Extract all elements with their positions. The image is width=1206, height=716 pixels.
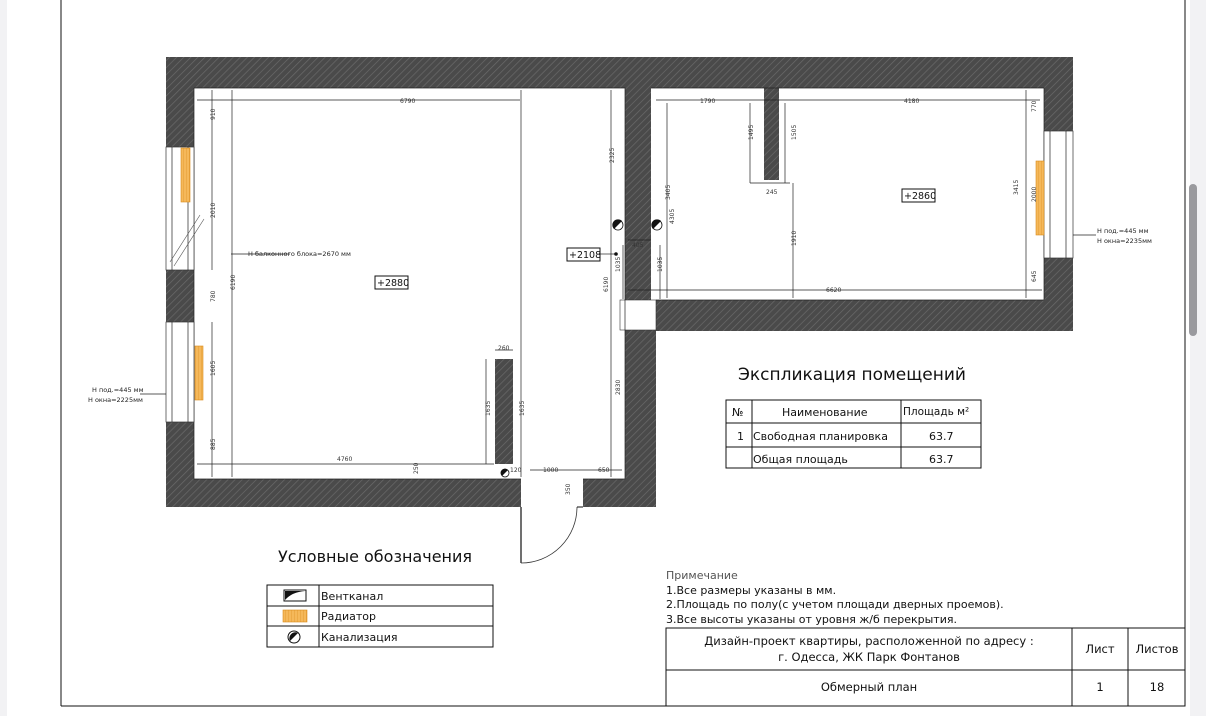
dim-260: 260 <box>498 345 510 352</box>
level-door: +2108 <box>569 250 602 261</box>
row-1-name: Свободная планировка <box>753 430 888 443</box>
dim-1035b: 1035 <box>657 256 664 272</box>
balcony-height-note: H балконного блока=2670 мм <box>248 250 351 258</box>
wall-corridor <box>625 300 656 507</box>
col-num-header: № <box>732 406 744 419</box>
dim-645: 645 <box>1031 270 1038 282</box>
row-total-area: 63.7 <box>929 453 954 466</box>
col-name-header: Наименование <box>782 406 868 419</box>
vent-icon <box>284 590 306 601</box>
dim-6620: 6620 <box>826 287 842 294</box>
note-line-2: 2.Площадь по полу(с учетом площади дверных проемов). <box>666 598 1004 611</box>
dim-1495: 1495 <box>748 124 755 140</box>
dim-2325: 2325 <box>609 147 616 163</box>
dim-3405: 3405 <box>665 184 672 200</box>
dim-780: 780 <box>210 290 217 302</box>
dim-6190b: 6190 <box>603 276 610 292</box>
note-line-1: 1.Все размеры указаны в мм. <box>666 584 837 597</box>
dim-650: 650 <box>598 467 610 474</box>
dim-1790: 1790 <box>700 98 716 105</box>
wall-partition <box>625 88 651 300</box>
dim-885: 885 <box>210 438 217 450</box>
explication-title: Экспликация помещений <box>738 365 966 385</box>
right-window-hpod: H под.=445 мм <box>1097 227 1149 235</box>
dim-4760: 4760 <box>337 456 353 463</box>
project-line-2: г. Одесса, ЖК Парк Фонтанов <box>778 650 960 664</box>
wall-right-bottom <box>625 300 1073 331</box>
dim-770: 770 <box>1031 100 1038 112</box>
dim-1605: 1605 <box>210 360 217 376</box>
notes-title: Примечание <box>666 569 738 582</box>
legend-sewer-label: Канализация <box>321 631 398 644</box>
dim-245: 245 <box>766 189 778 196</box>
project-line-1: Дизайн-проект квартиры, расположенной по адресу : <box>704 634 1034 648</box>
wall-bottom-left <box>166 479 521 507</box>
wall-internal <box>495 359 513 464</box>
legend-vent-label: Вентканал <box>321 590 384 603</box>
radiator-icon <box>283 610 307 622</box>
dim-120: 120 <box>510 467 522 474</box>
left-window-hokna: H окна=2225мм <box>88 396 143 404</box>
radiator-icon <box>181 148 190 202</box>
sheet-label: Лист <box>1085 642 1115 656</box>
level-right: +2860 <box>904 191 937 202</box>
dim-4180: 4180 <box>904 98 920 105</box>
drawing-name: Обмерный план <box>820 680 918 694</box>
dim-6790: 6790 <box>400 98 416 105</box>
dim-1505: 1505 <box>791 124 798 140</box>
wall-right-upper <box>1044 57 1073 131</box>
sewer-icon <box>501 469 509 477</box>
dim-250: 250 <box>413 462 420 474</box>
window-left <box>166 322 194 422</box>
dim-350: 350 <box>565 483 572 495</box>
row-1-area: 63.7 <box>929 430 954 443</box>
row-1-num: 1 <box>737 430 744 443</box>
window-right <box>1044 131 1073 258</box>
level-main: +2880 <box>377 278 410 289</box>
wall-top <box>166 57 1073 88</box>
sheets-label: Листов <box>1135 642 1179 656</box>
dim-4305: 4305 <box>669 208 676 224</box>
wall-left-upper <box>166 57 194 147</box>
wall-pier <box>764 88 779 180</box>
dim-1910: 1910 <box>791 230 798 246</box>
dim-2000: 2000 <box>1031 186 1038 202</box>
explication-table <box>726 365 981 468</box>
left-window-hpod: H под.=445 мм <box>92 386 144 394</box>
dim-1635b: 1635 <box>519 400 526 416</box>
sheets-total: 18 <box>1149 680 1165 694</box>
sheet-number: 1 <box>1096 680 1104 694</box>
legend-radiator-label: Радиатор <box>321 610 376 623</box>
dim-1635a: 1635 <box>485 400 492 416</box>
dim-910: 910 <box>210 108 217 120</box>
dim-1000: 1000 <box>543 467 559 474</box>
row-total-name: Общая площадь <box>753 453 848 466</box>
legend-title: Условные обозначения <box>278 547 473 566</box>
col-area-header: Площадь м² <box>903 406 970 418</box>
radiator-icon <box>195 346 203 400</box>
note-line-3: 3.Все высоты указаны от уровня ж/б перекрытия. <box>666 613 957 626</box>
vertical-scrollbar[interactable] <box>1189 184 1197 336</box>
wall-left-mid <box>166 270 194 322</box>
dim-2830: 2830 <box>615 379 622 395</box>
dim-6190: 6190 <box>230 274 237 290</box>
dim-405: 405 <box>632 242 644 249</box>
title-block <box>666 628 1185 706</box>
legend <box>267 547 493 647</box>
sewer-icon <box>288 631 300 643</box>
dim-2010: 2010 <box>210 202 217 218</box>
wall-right-lower <box>1044 258 1073 331</box>
right-window-hokna: H окна=2235мм <box>1097 237 1152 245</box>
dim-1035a: 1035 <box>615 256 622 272</box>
dim-3415: 3415 <box>1013 179 1020 195</box>
